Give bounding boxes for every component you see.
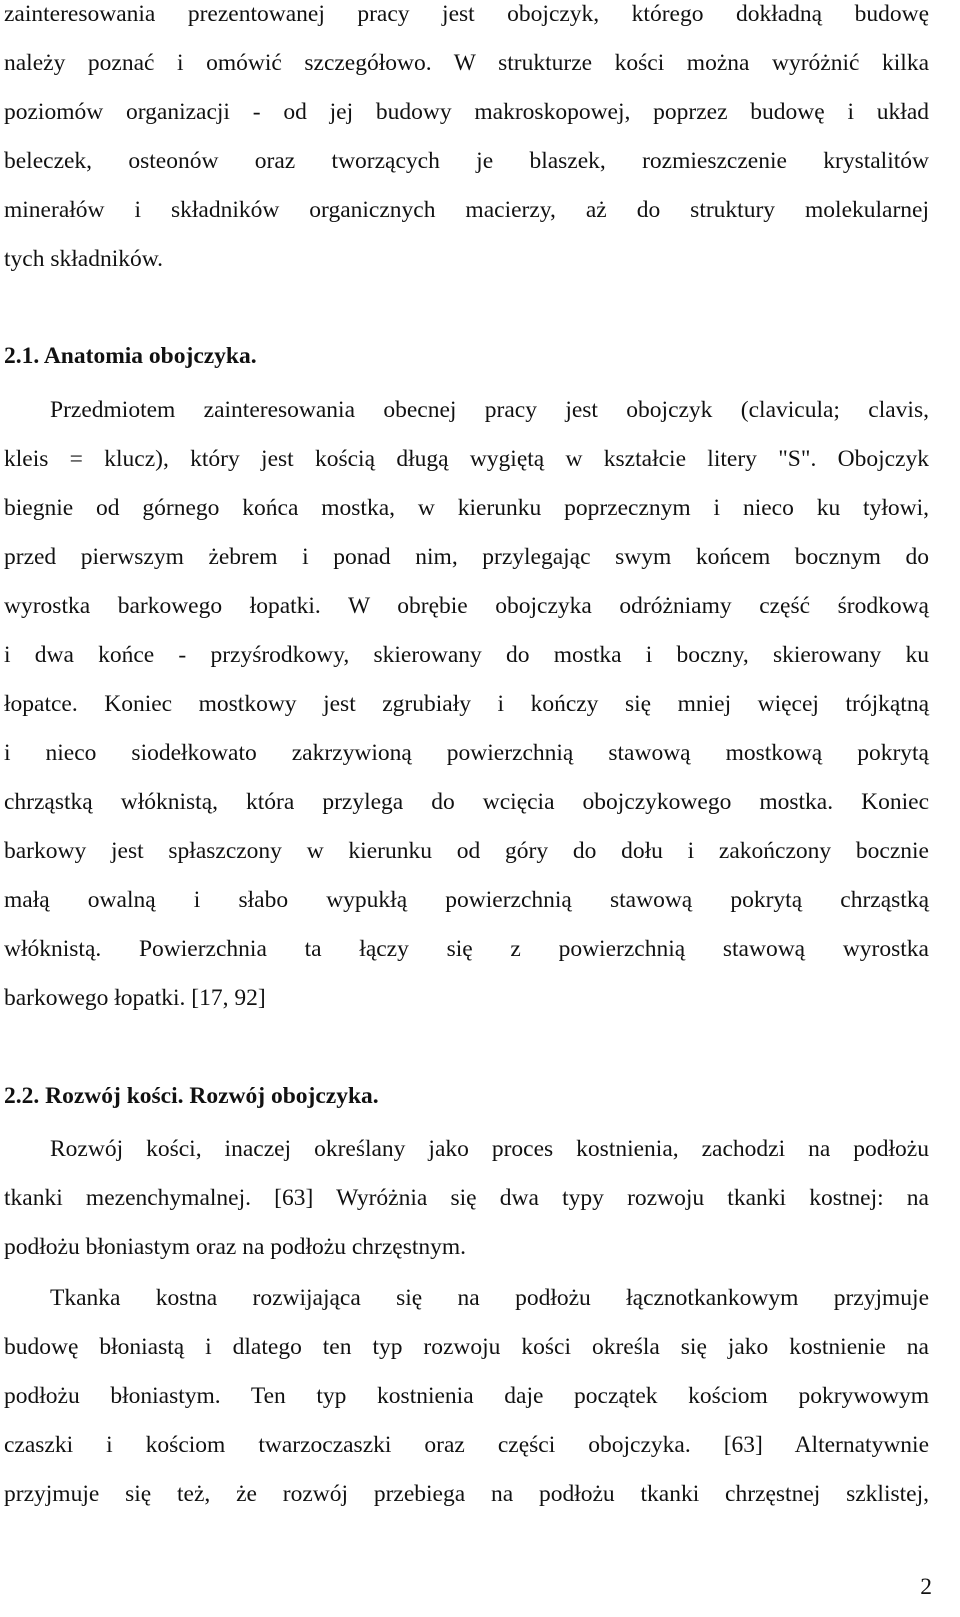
text-line: budowę błoniastą i dlatego ten typ rozwoju kości określa się jako kostnienie na — [4, 1334, 929, 1360]
text-line: przed pierwszym żebrem i ponad nim, przylegając swym końcem bocznym do — [4, 544, 929, 570]
text-line: włóknistą. Powierzchnia ta łączy się z powierzchnią stawową wyrostka — [4, 936, 929, 962]
text-line: Rozwój kości, inaczej określany jako proces kostnienia, zachodzi na podłożu — [50, 1136, 929, 1162]
text-line: minerałów i składników organicznych macierzy, aż do struktury molekularnej — [4, 197, 929, 223]
text-line: przyjmuje się też, że rozwój przebiega na podłożu tkanki chrzęstnej szklistej, — [4, 1481, 929, 1507]
text-line: małą owalną i słabo wypukłą powierzchnią stawową pokrytą chrząstką — [4, 887, 929, 913]
text-line: barkowego łopatki. [17, 92] — [4, 985, 266, 1011]
text-line: Przedmiotem zainteresowania obecnej pracy jest obojczyk (clavicula; clavis, — [50, 397, 929, 423]
text-line: biegnie od górnego końca mostka, w kierunku poprzecznym i nieco ku tyłowi, — [4, 495, 929, 521]
text-line: chrząstką włóknistą, która przylega do wcięcia obojczykowego mostka. Koniec — [4, 789, 929, 815]
text-line: i nieco siodełkowato zakrzywioną powierzchnią stawową mostkową pokrytą — [4, 740, 929, 766]
text-line: kleis = klucz), który jest kością długą wygiętą w kształcie litery "S". Obojczyk — [4, 446, 929, 472]
text-line: beleczek, osteonów oraz tworzących je blaszek, rozmieszczenie krystalitów — [4, 148, 929, 174]
text-line: łopatce. Koniec mostkowy jest zgrubiały i kończy się mniej więcej trójkątną — [4, 691, 929, 717]
text-line: poziomów organizacji - od jej budowy makroskopowej, poprzez budowę i układ — [4, 99, 929, 125]
text-line: tych składników. — [4, 246, 164, 272]
text-line: zainteresowania prezentowanej pracy jest obojczyk, którego dokładną budowę — [4, 1, 929, 27]
text-line: i dwa końce - przyśrodkowy, skierowany do mostka i boczny, skierowany ku — [4, 642, 929, 668]
text-line: Tkanka kostna rozwijająca się na podłożu łącznotkankowym przyjmuje — [50, 1285, 929, 1311]
text-line: czaszki i kościom twarzoczaszki oraz części obojczyka. [63] Alternatywnie — [4, 1432, 929, 1458]
text-line: należy poznać i omówić szczegółowo. W strukturze kości można wyróżnić kilka — [4, 50, 929, 76]
text-line: tkanki mezenchymalnej. [63] Wyróżnia się dwa typy rozwoju tkanki kostnej: na — [4, 1185, 929, 1211]
page-number: 2 — [920, 1574, 932, 1600]
text-line: podłożu błoniastym oraz na podłożu chrzęstnym. — [4, 1234, 467, 1260]
text-line: podłożu błoniastym. Ten typ kostnienia daje początek kościom pokrywowym — [4, 1383, 929, 1409]
text-line: wyrostka barkowego łopatki. W obrębie obojczyka odróżniamy część środkową — [4, 593, 929, 619]
section-heading-2-1: 2.1. Anatomia obojczyka. — [4, 343, 257, 369]
section-heading-2-2: 2.2. Rozwój kości. Rozwój obojczyka. — [4, 1083, 379, 1109]
text-line: barkowy jest spłaszczony w kierunku od góry do dołu i zakończony bocznie — [4, 838, 929, 864]
